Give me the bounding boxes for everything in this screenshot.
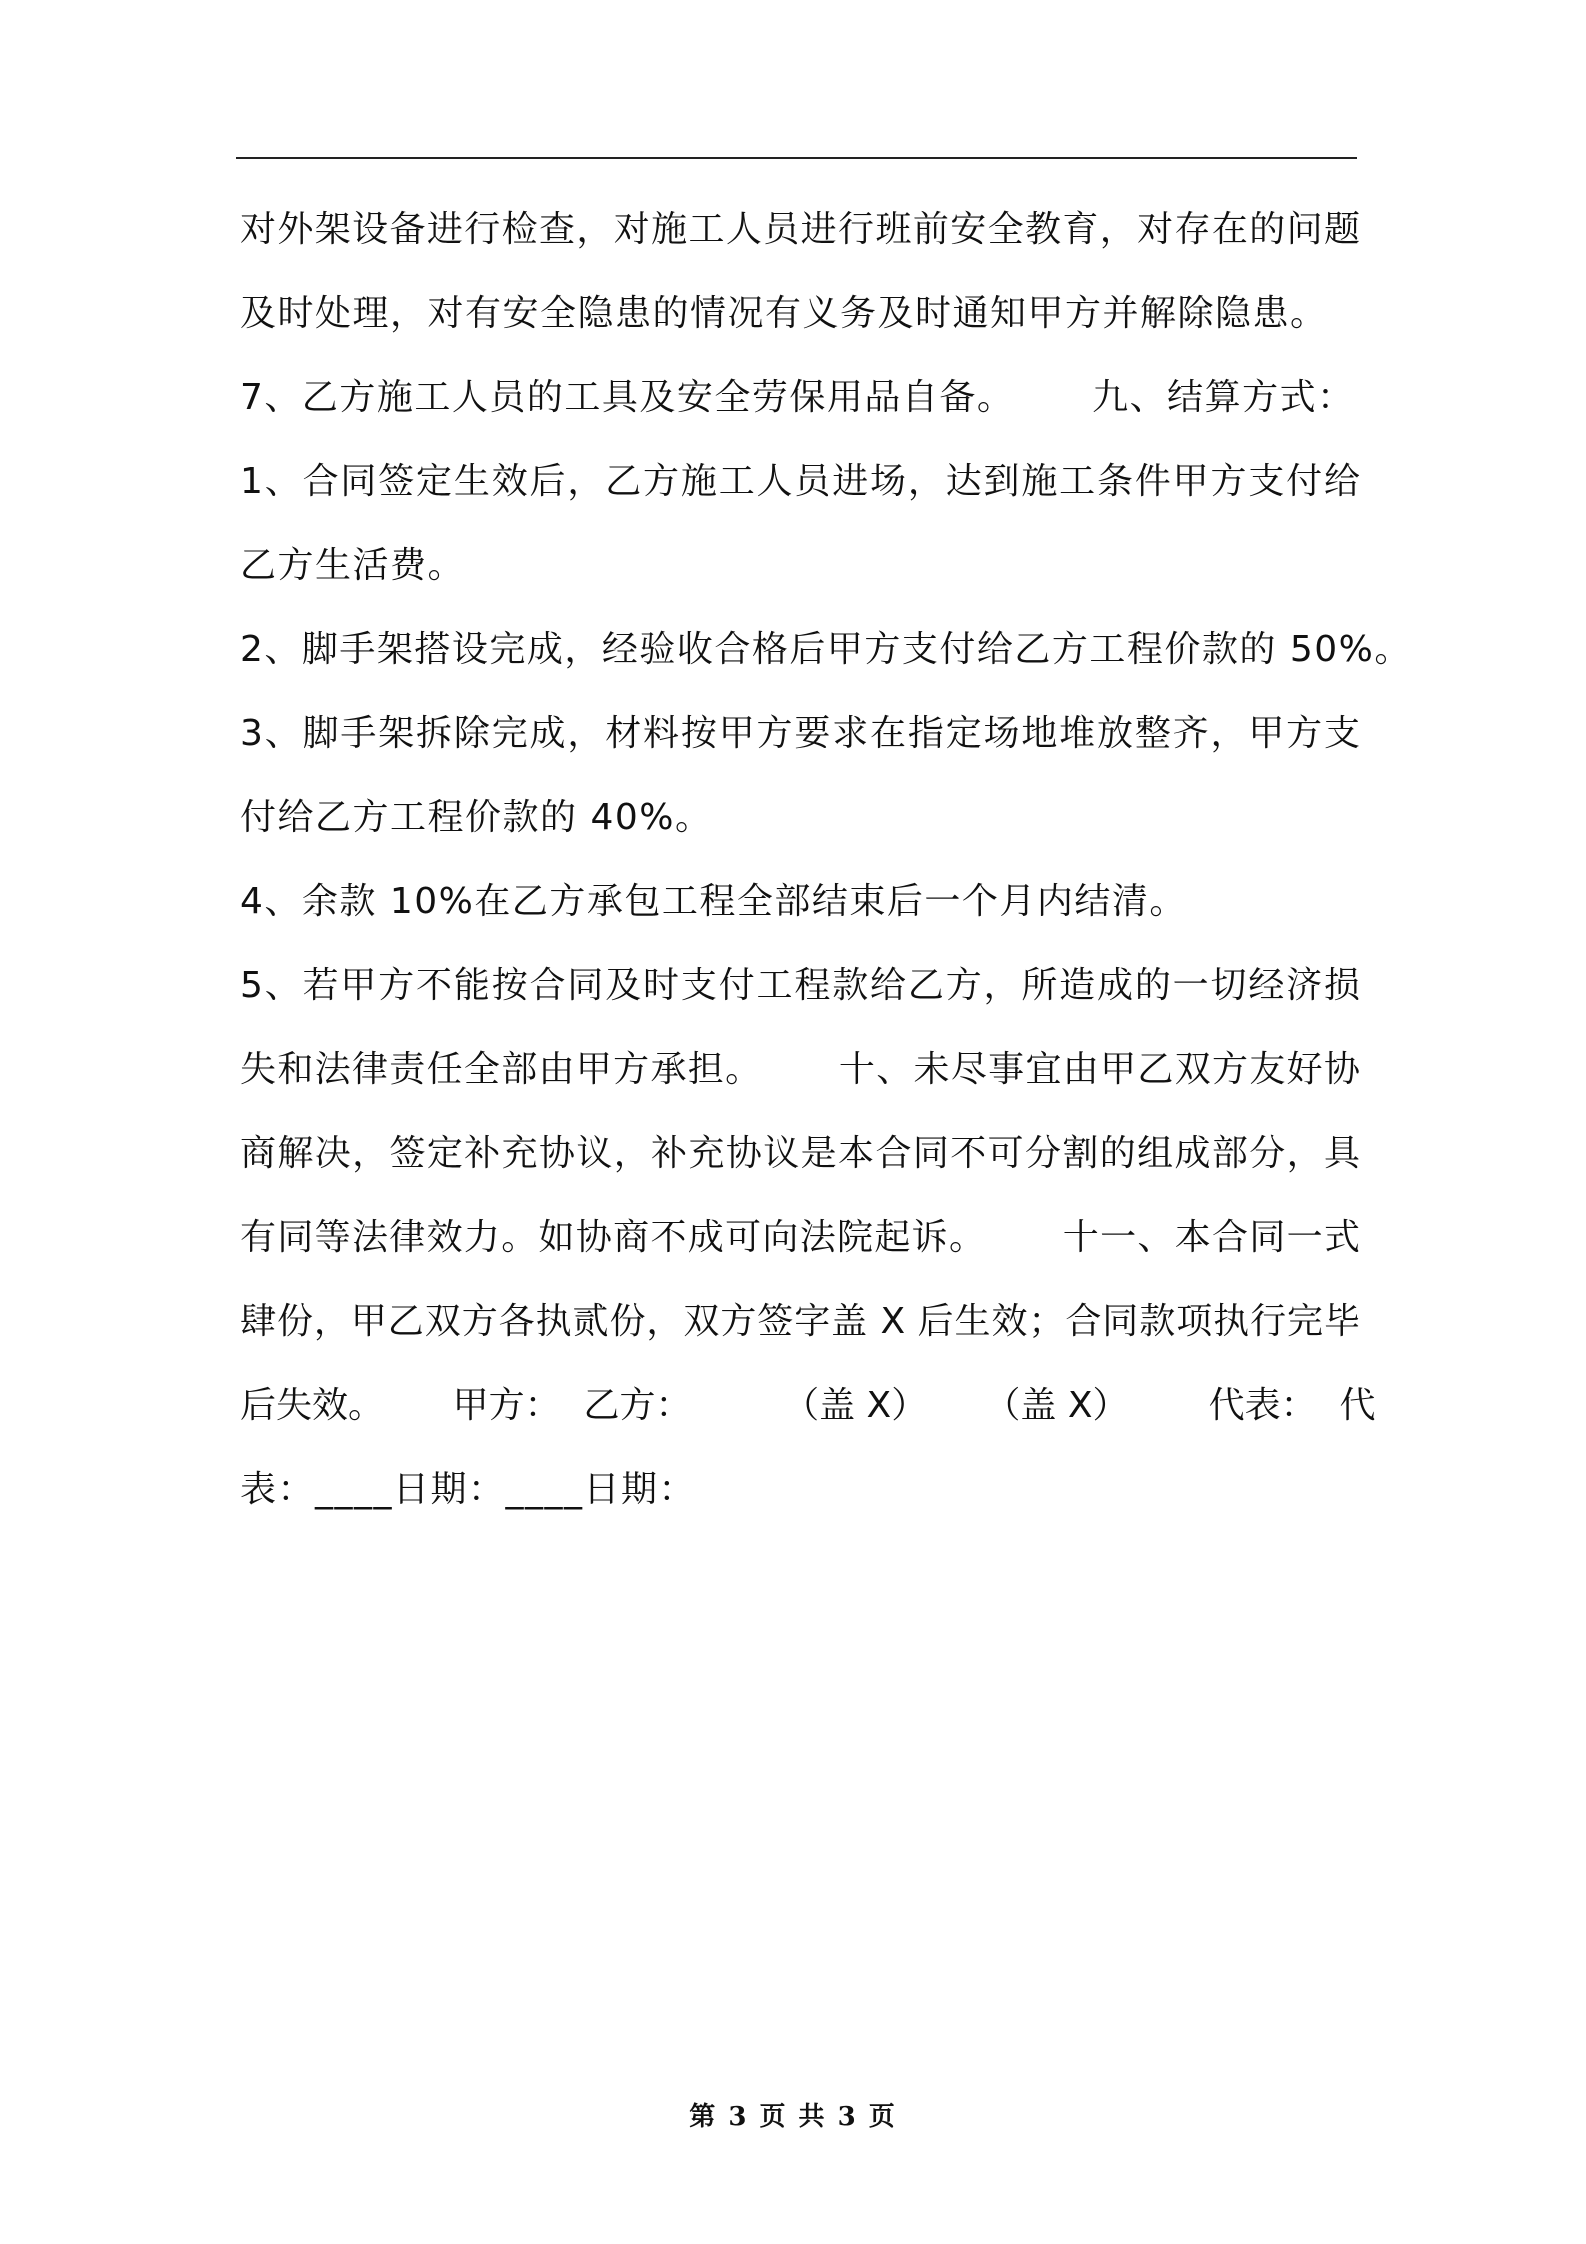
text-line: 付给乙方工程价款的 40%。 — [240, 797, 713, 838]
text-line: 后失效。 甲方： 乙方： （盖 X） （盖 X） 代表： 代 — [240, 1385, 1376, 1426]
text-line: 表：____日期：____日期： — [240, 1469, 697, 1510]
text-line: 2、脚手架搭设完成，经验收合格后甲方支付给乙方工程价款的 50%。 — [240, 629, 1412, 670]
text-line: 及时处理，对有安全隐患的情况有义务及时通知甲方并解除隐患。 — [240, 293, 1328, 334]
text-line: 1、合同签定生效后，乙方施工人员进场，达到施工条件甲方支付给 — [240, 461, 1360, 502]
text-line: 3、脚手架拆除完成，材料按甲方要求在指定场地堆放整齐，甲方支 — [240, 713, 1360, 754]
text-line: 5、若甲方不能按合同及时支付工程款给乙方，所造成的一切经济损 — [240, 965, 1360, 1006]
header-rule — [236, 157, 1357, 159]
text-line: 商解决，签定补充协议，补充协议是本合同不可分割的组成部分，具 — [240, 1133, 1360, 1174]
contract-body — [240, 198, 1412, 1542]
text-line: 失和法律责任全部由甲方承担。 十、未尽事宜由甲乙双方友好协 — [240, 1049, 1360, 1090]
text-line: 肆份，甲乙双方各执贰份，双方签字盖 X 后生效；合同款项执行完毕 — [240, 1301, 1360, 1342]
text-line: 有同等法律效力。如协商不成可向法院起诉。 十一、本合同一式 — [240, 1217, 1360, 1258]
text-line: 对外架设备进行检查，对施工人员进行班前安全教育，对存在的问题 — [240, 209, 1360, 250]
text-line: 7、乙方施工人员的工具及安全劳保用品自备。 九、结算方式： — [240, 377, 1355, 418]
text-line: 乙方生活费。 — [240, 545, 466, 586]
text-line: 4、余款 10%在乙方承包工程全部结束后一个月内结清。 — [240, 881, 1187, 922]
page-indicator: 第 3 页 共 3 页 — [689, 2102, 897, 2132]
